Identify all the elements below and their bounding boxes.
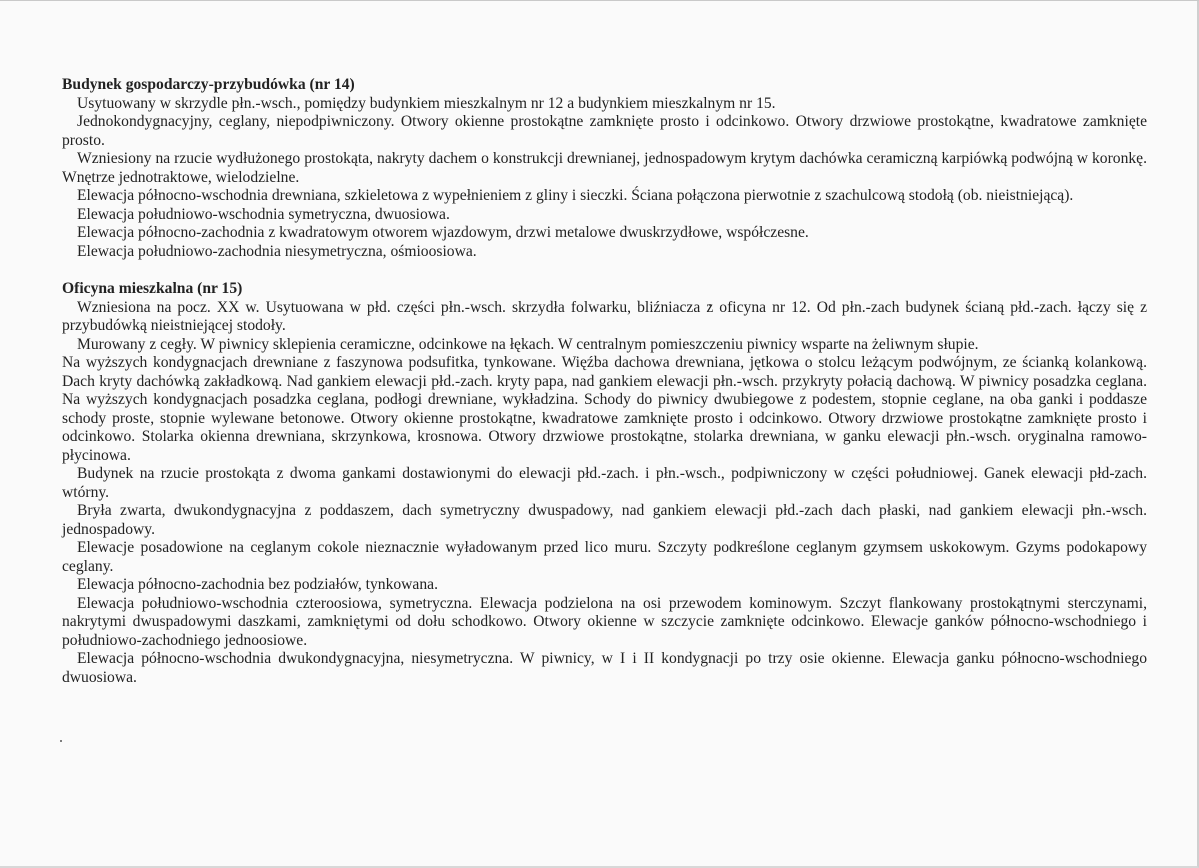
section-spacer — [62, 261, 1147, 280]
paragraph: Bryła zwarta, dwukondygnacyjna z poddaszem, dach symetryczny dwuspadowy, nad gankiem elewacji płd.-zach dach płaski, nad gankiem elewacji płn.-wsch. jednospadowy. — [62, 502, 1147, 538]
paragraph: Elewacja południowo-zachodnia niesymetryczna, ośmioosiowa. — [77, 242, 477, 260]
section-title: Budynek gospodarczy-przybudówka (nr 14) — [62, 76, 355, 93]
paragraph: Jednokondygnacyjny, ceglany, niepodpiwniczony. Otwory okienne prostokątne zamknięte prosto i odcinkowo. Otwory drzwiowe prostokątne, kwadratowe zamknięte prosto. — [62, 113, 1147, 149]
paragraph: Budynek na rzucie prostokąta z dwoma gankami dostawionymi do elewacji płd.-zach. i płn.-wsch., podpiwniczony w części południowej. Ganek elewacji płd-zach. wtórny. — [62, 465, 1147, 501]
paragraph: Elewacja północno-zachodnia bez podziałów, tynkowana. — [77, 576, 438, 593]
paragraph: Usytuowany w skrzydle płn.-wsch., pomiędzy budynkiem mieszkalnym nr 12 a budynkiem mieszkalnym nr 15. — [77, 94, 776, 112]
page-edge — [0, 0, 1199, 1]
paragraph: Na wyższych kondygnacjach drewniane z faszynowa podsufitka, tynkowane. Więźba dachowa drewniana, jętkowa o stolcu leżącym podwójnym, ze ścianką kolankową. Dach kryty dachówką zakładkową. Nad gankiem elewacji płd.-zach. kryty papa, nad gankiem elewacji płn.-wsch. przykryty połacią dachową. W piwnicy posadzka ceglana. Na wyższych kondygnacjach posadzka ceglana, podłogi drewniane, wykładzina. Schody do piwnicy dwubiegowe z podestem, stopnie ceglane, na oba ganki i poddasze schody proste, stopnie wylewane betonowe. Otwory okienne prostokątne, kwadratowe zamknięte prosto i odcinkowo. Otwory drzwiowe prostokątne zamknięte prosto i odcinkowo. Stolarka okienna drewniana, skrzynkowa, krosnowa. Otwory drzwiowe prostokątne, stolarka drewniana, w ganku elewacji płn.-wsch. oryginalna ramowo-płycinowa. — [62, 354, 1147, 464]
document-body — [62, 76, 1147, 687]
scan-speck — [60, 740, 62, 742]
section-budynek-gospodarczy — [62, 76, 1147, 261]
paragraph: Elewacja południowo-wschodnia czteroosiowa, symetryczna. Elewacja podzielona na osi przewodem kominowym. Szczyt flankowany prostokątnymi sterczynami, nakrytymi dwuspadowymi daszkami, zamkniętymi od dołu schodkowo. Otwory okienne w szczycie zamknięte odcinkowo. Elewacje ganków północno-wschodniego i południowo-zachodniego jednoosiowe. — [62, 594, 1147, 649]
paragraph: Wzniesiona na pocz. XX w. Usytuowana w płd. części płn.-wsch. skrzydła folwarku, bliźniacza z oficyna nr 12. Od płn.-zach budynek ścianą płd.-zach. łączy się z przybudówką nieistniejącej stodoły. — [62, 298, 1147, 334]
paragraph: Elewacja północno-zachodnia z kwadratowym otworem wjazdowym, drzwi metalowe dwuskrzydłowe, współczesne. — [77, 224, 809, 241]
section-title: Oficyna mieszkalna (nr 15) — [62, 280, 243, 297]
paragraph: Murowany z cegły. W piwnicy sklepienia ceramiczne, odcinkowe na łękach. W centralnym pomieszczeniu piwnicy wsparte na żeliwnym słupie. — [77, 335, 979, 353]
paragraph: Elewacja północno-wschodnia drewniana, szkieletowa z wypełnieniem z gliny i sieczki. Ściana połączona pierwotnie z szachulcową stodołą (ob. nieistniejącą). — [77, 187, 1074, 204]
paragraph: Wzniesiony na rzucie wydłużonego prostokąta, nakryty dachem o konstrukcji drewnianej, jednospadowym krytym dachówka ceramiczną karpiówką podwójną w koronkę. Wnętrze jednotraktowe, wielodzielne. — [62, 150, 1147, 186]
paragraph: Elewacja południowo-wschodnia symetryczna, dwuosiowa. — [77, 205, 450, 223]
section-oficyna-mieszkalna — [62, 280, 1147, 687]
paragraph: Elewacja północno-wschodnia dwukondygnacyjna, niesymetryczna. W piwnicy, w I i II kondygnacji po trzy osie okienne. Elewacja ganku północno-wschodniego dwuosiowa. — [62, 650, 1147, 686]
paragraph: Elewacje posadowione na ceglanym cokole nieznacznie wyładowanym przed lico muru. Szczyty podkreślone ceglanym gzymsem uskokowym. Gzyms podokapowy ceglany. — [62, 539, 1147, 575]
